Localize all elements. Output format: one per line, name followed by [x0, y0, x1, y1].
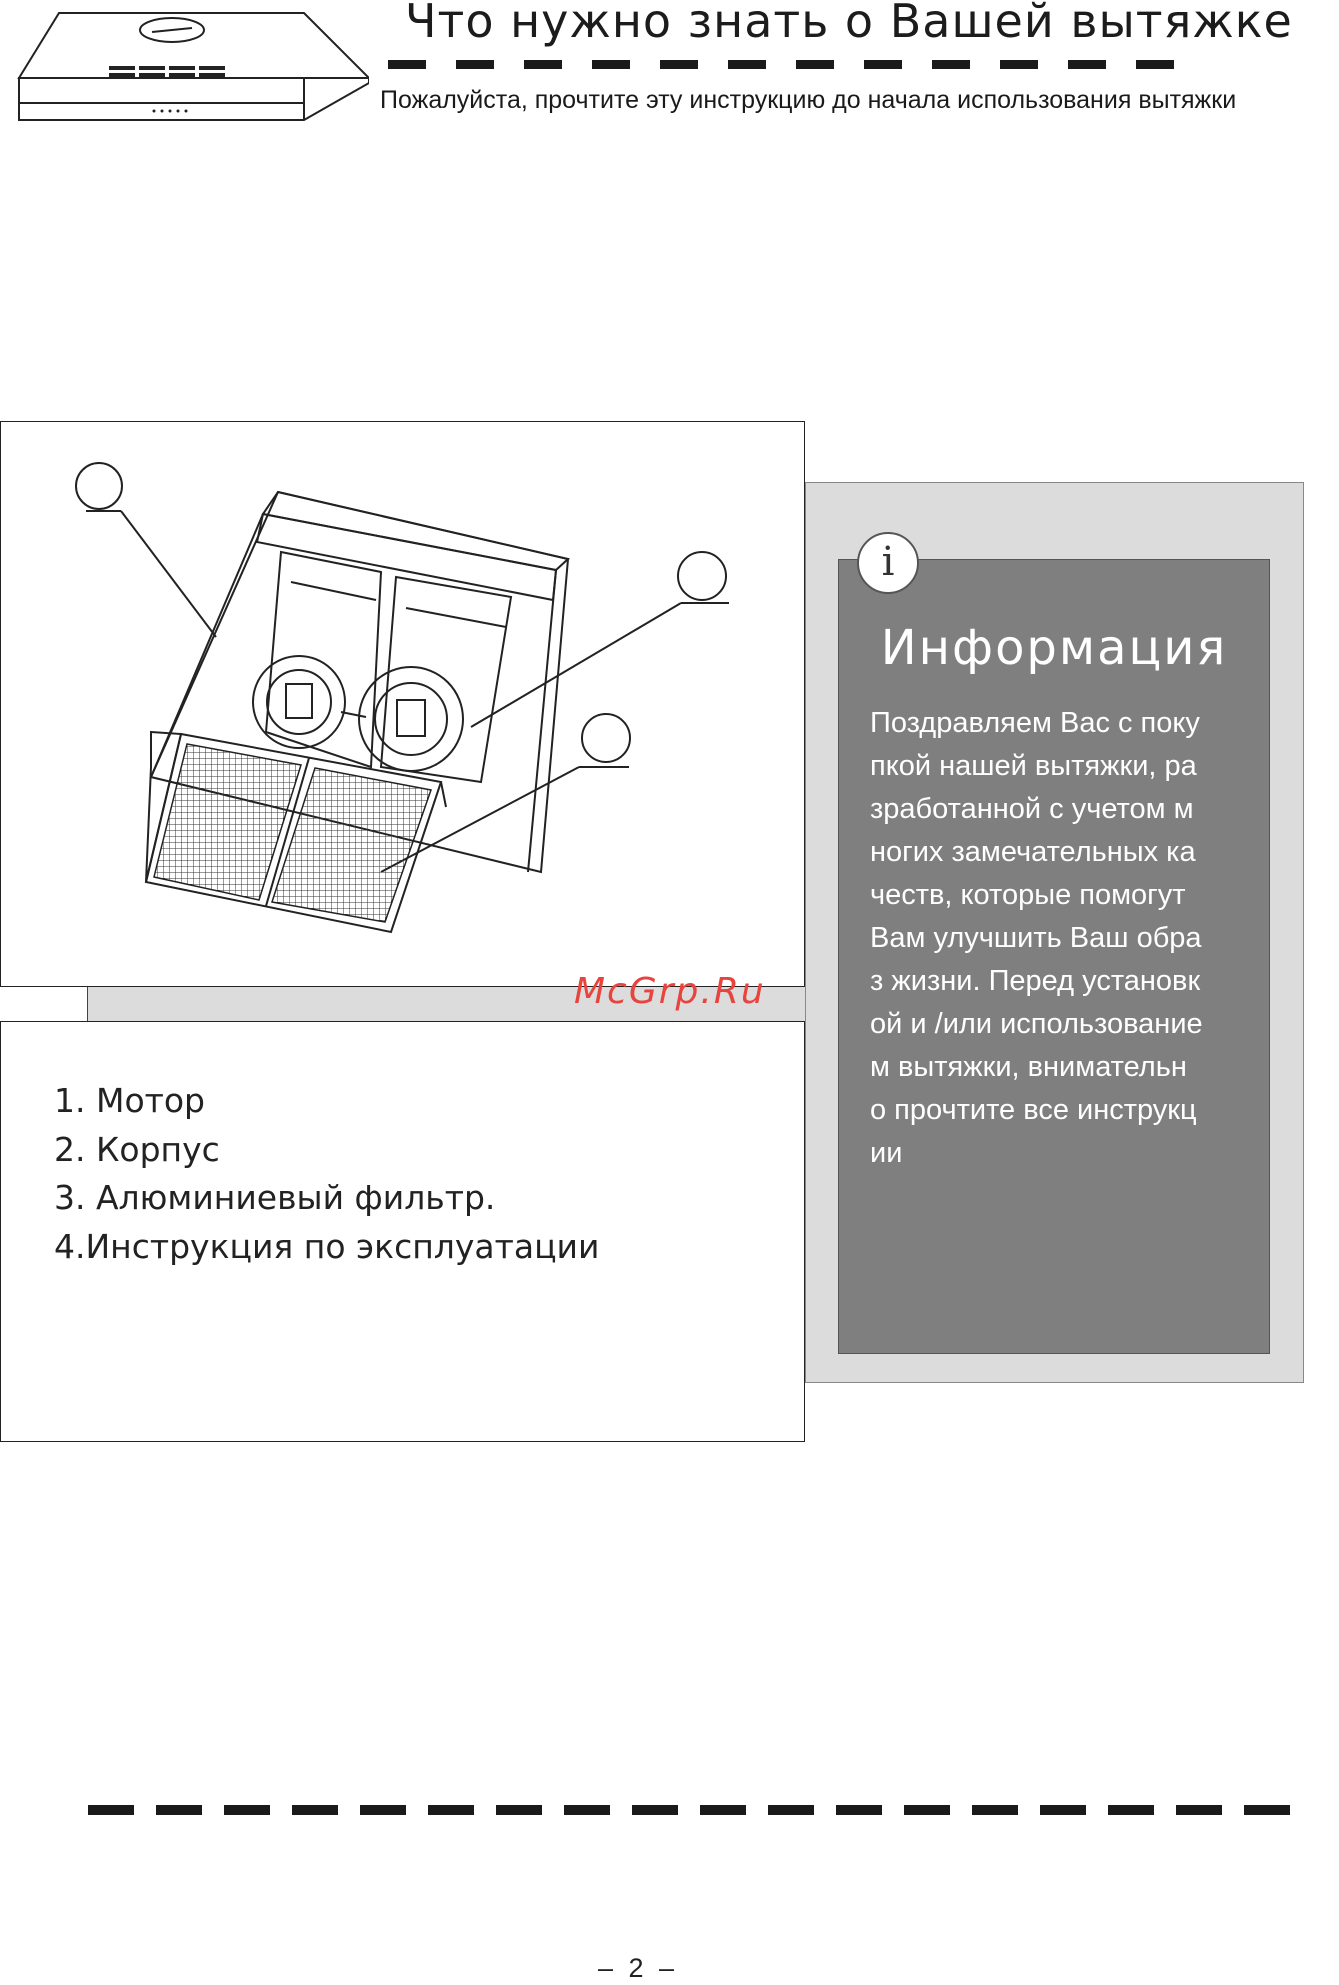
info-line: честв, которые помогут	[870, 879, 1186, 911]
info-title: Информация	[880, 620, 1228, 676]
info-line: Поздравляем Вас с поку	[870, 707, 1200, 739]
info-body	[870, 702, 1260, 1175]
page-number: – 2 –	[598, 1953, 679, 1983]
footer-dashed-rule	[88, 1804, 1298, 1816]
callout-circle-2	[678, 552, 726, 600]
info-line: м вытяжки, внимательн	[870, 1051, 1187, 1083]
range-hood-diagram	[1, 422, 806, 988]
list-item: 2. Корпус	[54, 1129, 220, 1169]
info-line: Вам улучшить Ваш обра	[870, 922, 1202, 954]
info-line: ногих замечательных ка	[870, 836, 1196, 868]
title-dashed-rule	[388, 60, 1188, 69]
list-item: 4.Инструкция по эксплуатации	[54, 1226, 600, 1266]
info-line: з жизни. Перед установк	[870, 965, 1201, 997]
parts-list	[54, 1077, 599, 1271]
info-line: ии	[870, 1137, 903, 1169]
info-line: зработанной с учетом м	[870, 793, 1194, 825]
watermark: McGrp.Ru	[574, 971, 766, 1012]
callout-circle-1	[76, 463, 122, 509]
page-title: Что нужно знать о Вашей вытяжке	[405, 0, 1293, 48]
info-line: о прочтите все инструкц	[870, 1094, 1197, 1126]
info-line: пкой нашей вытяжки, ра	[870, 750, 1197, 782]
info-line: ой и /или использование	[870, 1008, 1203, 1040]
info-icon: i	[857, 532, 919, 594]
callout-circle-3	[582, 714, 630, 762]
page-subtitle: Пожалуйста, прочтите эту инструкцию до начала использования вытяжки	[380, 86, 1237, 114]
list-item: 3. Алюминиевый фильтр.	[54, 1178, 496, 1217]
diagram-frame	[0, 421, 805, 987]
caption-bar-left	[0, 987, 87, 1021]
list-item: 1. Мотор	[54, 1081, 205, 1120]
range-hood-thumbnail	[14, 8, 369, 123]
